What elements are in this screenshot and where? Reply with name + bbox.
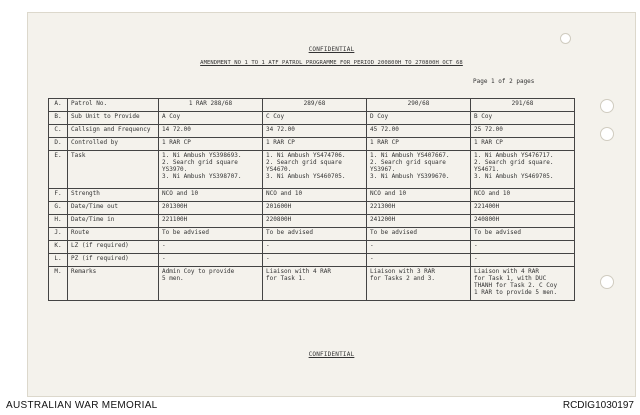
row-label: LZ (if required) [68,241,159,254]
row-label: Patrol No. [68,99,159,112]
table-cell: 201600H [263,202,367,215]
table-cell: 1 RAR CP [159,138,263,151]
table-cell: - [159,241,263,254]
table-row [49,228,575,241]
table-cell: Liaison with 3 RAR for Tasks 2 and 3. [367,267,471,301]
page-indicator: Page 1 of 2 pages [473,78,535,85]
table-row [49,112,575,125]
row-letter: H. [49,215,68,228]
confidential-footer: CONFIDENTIAL [308,351,355,358]
row-letter: M. [49,267,68,301]
archive-name: AUSTRALIAN WAR MEMORIAL [6,400,158,411]
table-cell: 290/68 [367,99,471,112]
row-label: Callsign and Frequency [68,125,159,138]
table-cell: 291/68 [471,99,575,112]
document-page [27,12,636,397]
table-cell: NCO and 10 [263,189,367,202]
table-cell: Liaison with 4 RAR for Task 1, with DUC THANH for Task 2. C Coy 1 RAR to provide 5 men. [471,267,575,301]
row-letter: A. [49,99,68,112]
table-row [49,189,575,202]
table-cell: - [367,254,471,267]
row-label: Route [68,228,159,241]
table-cell: 1 RAR CP [367,138,471,151]
row-letter: K. [49,241,68,254]
table-cell: 221300H [367,202,471,215]
table-cell: 1. Ni Ambush YS407667. 2. Search grid square YS3967. 3. Ni Ambush YS399670. [367,151,471,189]
row-letter: C. [49,125,68,138]
row-label: Date/Time in [68,215,159,228]
table-cell: Admin Coy to provide 5 men. [159,267,263,301]
punch-hole-icon [600,275,614,289]
table-cell: 201300H [159,202,263,215]
table-cell: 1 RAR CP [263,138,367,151]
table-cell: 1 RAR 288/68 [159,99,263,112]
table-cell: 289/68 [263,99,367,112]
table-row [49,125,575,138]
table-cell: 1. Ni Ambush YS474706. 2. Search grid square YS4670. 3. Ni Ambush YS460705. [263,151,367,189]
table-cell: D Coy [367,112,471,125]
table-row [49,241,575,254]
punch-hole-icon [600,99,614,113]
row-letter: L. [49,254,68,267]
row-letter: D. [49,138,68,151]
table-cell: 241200H [367,215,471,228]
row-letter: E. [49,151,68,189]
archive-footer [0,398,640,415]
row-label: PZ (if required) [68,254,159,267]
table-cell: A Coy [159,112,263,125]
row-label: Date/Time out [68,202,159,215]
table-cell: 1. Ni Ambush YS476717. 2. Search grid square. YS4671. 3. Ni Ambush YS469705. [471,151,575,189]
table-cell: 220800H [263,215,367,228]
row-letter: J. [49,228,68,241]
table-cell: 45 72.00 [367,125,471,138]
table-cell: To be advised [159,228,263,241]
table-cell: NCO and 10 [367,189,471,202]
table-cell: 34 72.00 [263,125,367,138]
record-id: RCDIG1030197 [562,400,634,411]
row-letter: F. [49,189,68,202]
table-row [49,267,575,301]
table-row [49,138,575,151]
table-cell: 221400H [471,202,575,215]
confidential-header: CONFIDENTIAL [308,46,355,53]
table-cell: 221100H [159,215,263,228]
table-cell: To be advised [471,228,575,241]
table-cell: 1. Ni Ambush YS398693. 2. Search grid square YS3970. 3. Ni Ambush YS398707. [159,151,263,189]
table-row [49,99,575,112]
table-cell: To be advised [263,228,367,241]
table-cell: - [159,254,263,267]
table-cell: 240800H [471,215,575,228]
table-cell: To be advised [367,228,471,241]
table-cell: - [367,241,471,254]
row-letter: G. [49,202,68,215]
table-cell: 25 72.00 [471,125,575,138]
table-cell: - [471,241,575,254]
table-cell: NCO and 10 [159,189,263,202]
row-label: Strength [68,189,159,202]
table-cell: - [263,241,367,254]
table-row [49,202,575,215]
table-cell: B Coy [471,112,575,125]
row-label: Controlled by [68,138,159,151]
table-row [49,254,575,267]
table-cell: - [263,254,367,267]
table-cell: C Coy [263,112,367,125]
punch-hole-icon [560,33,571,44]
row-label: Sub Unit to Provide [68,112,159,125]
row-label: Remarks [68,267,159,301]
punch-hole-icon [600,127,614,141]
table-cell: NCO and 10 [471,189,575,202]
row-letter: B. [49,112,68,125]
table-cell: Liaison with 4 RAR for Task 1. [263,267,367,301]
amendment-title: AMENDMENT NO 1 TO 1 ATF PATROL PROGRAMME FOR PERIOD 200800H TO 270800H OCT 68 [200,60,463,66]
table-cell: - [471,254,575,267]
table-cell: 14 72.00 [159,125,263,138]
table-row [49,215,575,228]
table-row [49,151,575,189]
table-cell: 1 RAR CP [471,138,575,151]
patrol-table [48,98,575,301]
row-label: Task [68,151,159,189]
